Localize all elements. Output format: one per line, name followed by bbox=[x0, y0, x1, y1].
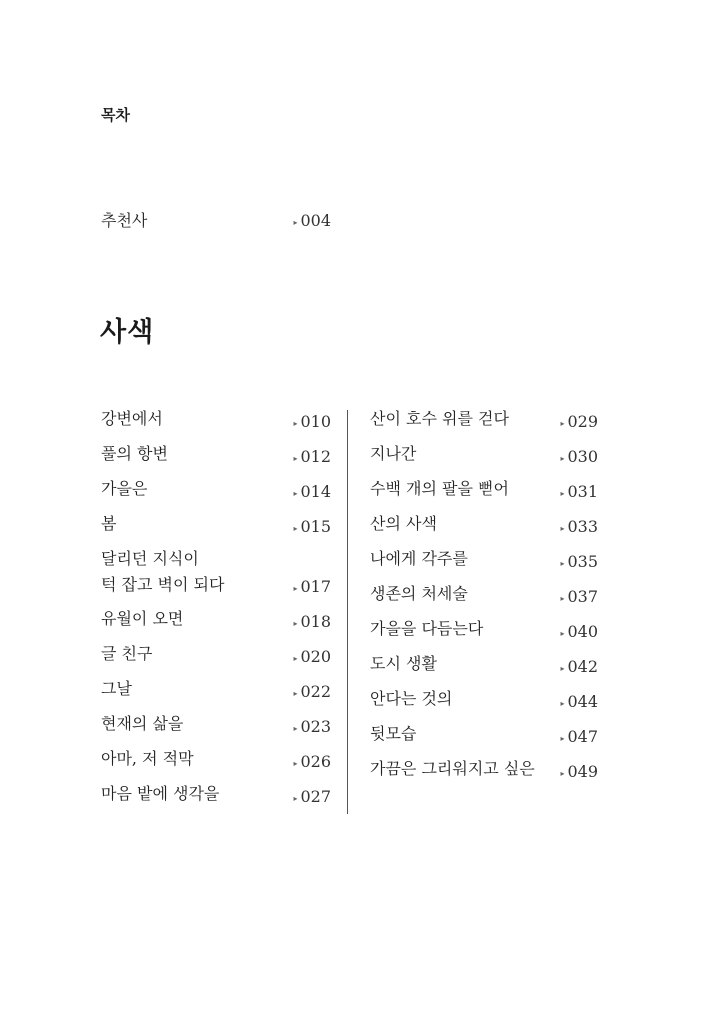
entry-title: 안다는 것의 bbox=[370, 689, 453, 708]
entry-title: 나에게 각주를 bbox=[370, 549, 468, 568]
triangle-marker-icon: ▸ bbox=[293, 419, 298, 428]
toc-entry[interactable] bbox=[101, 676, 331, 711]
entry-title: 가을을 다듬는다 bbox=[370, 619, 484, 638]
entry-page bbox=[293, 751, 331, 775]
entry-title: 현재의 삶을 bbox=[101, 714, 184, 733]
triangle-marker-icon: ▸ bbox=[293, 489, 298, 498]
entry-page bbox=[560, 551, 598, 575]
page-number: 014 bbox=[300, 482, 331, 501]
page-number: 026 bbox=[300, 752, 331, 771]
toc-entry[interactable] bbox=[370, 546, 598, 581]
triangle-marker-icon: ▸ bbox=[560, 734, 565, 743]
triangle-marker-icon: ▸ bbox=[293, 759, 298, 768]
entry-title: 마음 밭에 생각을 bbox=[101, 784, 220, 803]
triangle-marker-icon: ▸ bbox=[560, 699, 565, 708]
toc-entry[interactable] bbox=[101, 781, 331, 816]
entry-page bbox=[560, 621, 598, 645]
entry-title: 가끔은 그리워지고 싶은 bbox=[370, 759, 535, 778]
page-number: 017 bbox=[300, 577, 331, 596]
entry-page bbox=[560, 516, 598, 540]
entry-title: 풀의 항변 bbox=[101, 444, 168, 463]
triangle-marker-icon: ▸ bbox=[560, 454, 565, 463]
page-number: 033 bbox=[567, 517, 598, 536]
page-number: 049 bbox=[567, 762, 598, 781]
triangle-marker-icon: ▸ bbox=[293, 454, 298, 463]
entry-title: 글 친구 bbox=[101, 644, 153, 663]
entry-title: 추천사 bbox=[101, 211, 148, 230]
entry-title: 산의 사색 bbox=[370, 514, 437, 533]
triangle-marker-icon: ▸ bbox=[560, 769, 565, 778]
toc-entry[interactable] bbox=[101, 711, 331, 746]
triangle-marker-icon: ▸ bbox=[293, 654, 298, 663]
entry-page bbox=[293, 611, 331, 635]
page-number: 010 bbox=[300, 412, 331, 431]
entry-title: 봄 bbox=[101, 514, 117, 533]
toc-entry[interactable] bbox=[370, 686, 598, 721]
page-number: 029 bbox=[567, 412, 598, 431]
page-number: 027 bbox=[300, 787, 331, 806]
entry-title-line-1: 달리던 지식이 bbox=[101, 549, 199, 568]
page-number: 037 bbox=[567, 587, 598, 606]
entry-page bbox=[560, 761, 598, 785]
entry-page bbox=[560, 481, 598, 505]
toc-entry[interactable] bbox=[101, 511, 331, 546]
toc-entry-intro[interactable] bbox=[101, 208, 331, 234]
column-divider bbox=[347, 410, 348, 814]
page-number: 047 bbox=[567, 727, 598, 746]
entry-page bbox=[293, 681, 331, 705]
toc-heading: 목차 bbox=[101, 106, 130, 124]
entry-title: 뒷모습 bbox=[370, 724, 417, 743]
page-number: 020 bbox=[300, 647, 331, 666]
section-title: 사색 bbox=[100, 317, 155, 348]
page-number: 012 bbox=[300, 447, 331, 466]
triangle-marker-icon: ▸ bbox=[560, 629, 565, 638]
entry-title: 생존의 처세술 bbox=[370, 584, 468, 603]
page-number: 018 bbox=[300, 612, 331, 631]
triangle-marker-icon: ▸ bbox=[560, 594, 565, 603]
entry-page bbox=[560, 656, 598, 680]
entry-page bbox=[560, 446, 598, 470]
toc-entry[interactable] bbox=[101, 746, 331, 781]
toc-entry[interactable] bbox=[370, 616, 598, 651]
page-number: 030 bbox=[567, 447, 598, 466]
entry-page bbox=[293, 411, 331, 435]
toc-entry[interactable] bbox=[101, 546, 331, 606]
toc-entry[interactable] bbox=[101, 441, 331, 476]
toc-entry[interactable] bbox=[101, 476, 331, 511]
entry-page bbox=[560, 586, 598, 610]
entry-page bbox=[293, 481, 331, 505]
page-number: 042 bbox=[567, 657, 598, 676]
entry-title-line-2: 턱 잡고 벽이 되다 bbox=[101, 575, 225, 594]
entry-title: 유월이 오면 bbox=[101, 609, 184, 628]
triangle-marker-icon: ▸ bbox=[293, 619, 298, 628]
triangle-marker-icon: ▸ bbox=[560, 489, 565, 498]
triangle-marker-icon: ▸ bbox=[293, 724, 298, 733]
toc-entry[interactable] bbox=[370, 721, 598, 756]
page-number: 015 bbox=[300, 517, 331, 536]
page-number: 023 bbox=[300, 717, 331, 736]
toc-entry[interactable] bbox=[370, 441, 598, 476]
entry-page bbox=[293, 646, 331, 670]
entry-title: 그날 bbox=[101, 679, 132, 698]
entry-title: 가을은 bbox=[101, 479, 148, 498]
entry-title bbox=[101, 546, 224, 598]
toc-column-right bbox=[370, 406, 598, 791]
page-number: 044 bbox=[567, 692, 598, 711]
toc-entry[interactable] bbox=[101, 641, 331, 676]
entry-page bbox=[293, 716, 331, 740]
entry-page bbox=[293, 516, 331, 540]
toc-entry[interactable] bbox=[370, 756, 598, 791]
toc-entry[interactable] bbox=[370, 406, 598, 441]
page-number: 022 bbox=[300, 682, 331, 701]
triangle-marker-icon: ▸ bbox=[293, 584, 298, 593]
entry-title: 수백 개의 팔을 뻗어 bbox=[370, 479, 509, 498]
page-number: 004 bbox=[300, 211, 331, 230]
entry-title: 산이 호수 위를 걷다 bbox=[370, 409, 509, 428]
entry-title: 아마, 저 적막 bbox=[101, 749, 194, 768]
entry-page bbox=[560, 691, 598, 715]
triangle-marker-icon: ▸ bbox=[293, 689, 298, 698]
triangle-marker-icon: ▸ bbox=[293, 524, 298, 533]
toc-entry[interactable] bbox=[101, 606, 331, 641]
triangle-marker-icon: ▸ bbox=[560, 419, 565, 428]
entry-page bbox=[293, 786, 331, 810]
toc-column-left bbox=[101, 406, 331, 816]
page-number: 040 bbox=[567, 622, 598, 641]
entry-page bbox=[293, 210, 331, 234]
entry-page bbox=[293, 576, 331, 600]
toc-entry[interactable] bbox=[101, 406, 331, 441]
triangle-marker-icon: ▸ bbox=[560, 559, 565, 568]
entry-title: 지나간 bbox=[370, 444, 417, 463]
entry-title: 도시 생활 bbox=[370, 654, 437, 673]
triangle-marker-icon: ▸ bbox=[560, 524, 565, 533]
toc-entry[interactable] bbox=[370, 581, 598, 616]
page-number: 031 bbox=[567, 482, 598, 501]
entry-page bbox=[293, 446, 331, 470]
toc-entry[interactable] bbox=[370, 651, 598, 686]
entry-page bbox=[560, 411, 598, 435]
toc-entry[interactable] bbox=[370, 511, 598, 546]
page-number: 035 bbox=[567, 552, 598, 571]
toc-entry[interactable] bbox=[370, 476, 598, 511]
entry-title: 강변에서 bbox=[101, 409, 163, 428]
triangle-marker-icon: ▸ bbox=[293, 794, 298, 803]
triangle-marker-icon: ▸ bbox=[560, 664, 565, 673]
entry-page bbox=[560, 726, 598, 750]
triangle-marker-icon: ▸ bbox=[293, 218, 298, 227]
